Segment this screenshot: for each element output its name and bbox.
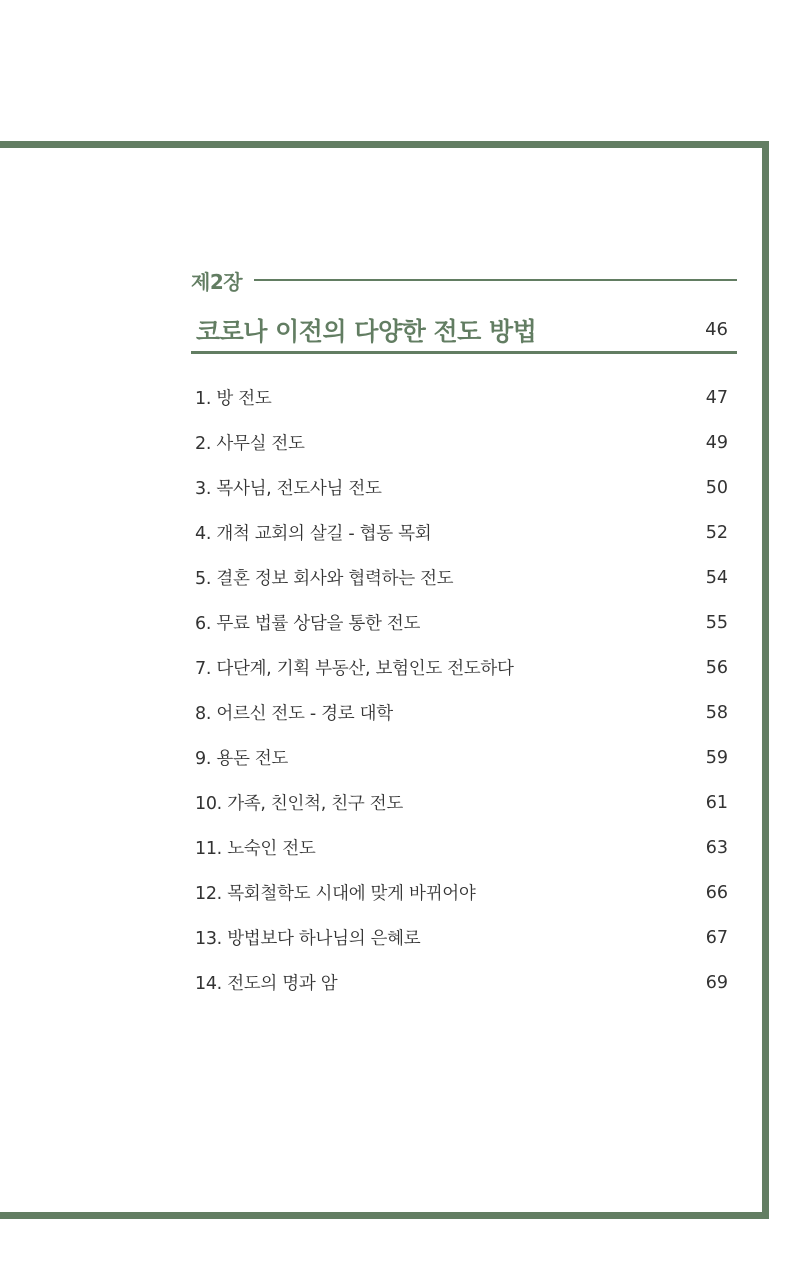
chapter-title: 코로나 이전의 다양한 전도 방법: [196, 316, 537, 346]
toc-entry[interactable]: [195, 870, 728, 915]
toc-entry-title: 4. 개척 교회의 살길 - 협동 목회: [195, 524, 432, 544]
toc-entry-page: 61: [705, 792, 728, 813]
toc-entry-title: 8. 어르신 전도 - 경로 대학: [195, 704, 393, 724]
toc-entry[interactable]: [195, 960, 728, 1005]
toc-entry-title: 7. 다단계, 기획 부동산, 보험인도 전도하다: [195, 659, 514, 679]
toc-entry-title: 6. 무료 법률 상담을 통한 전도: [195, 614, 421, 634]
toc-entry-title: 3. 목사님, 전도사님 전도: [195, 479, 382, 499]
toc-entry-title: 13. 방법보다 하나님의 은혜로: [195, 929, 421, 949]
toc-entry-title: 11. 노숙인 전도: [195, 839, 316, 859]
toc-entry[interactable]: [195, 375, 728, 420]
toc-entry-page: 69: [705, 972, 728, 993]
toc-entry[interactable]: [195, 780, 728, 825]
toc-entry[interactable]: [195, 465, 728, 510]
toc-entry[interactable]: [195, 735, 728, 780]
toc-entry-page: 49: [705, 432, 728, 453]
toc-entry-title: 12. 목회철학도 시대에 맞게 바뀌어야: [195, 884, 476, 904]
chapter-title-row: [191, 308, 737, 354]
chapter-rule: [254, 279, 737, 281]
toc-list: [195, 375, 728, 1005]
toc-entry[interactable]: [195, 510, 728, 555]
toc-entry-page: 67: [705, 927, 728, 948]
toc-entry-page: 59: [705, 747, 728, 768]
toc-entry[interactable]: [195, 690, 728, 735]
toc-entry-page: 52: [705, 522, 728, 543]
toc-entry-title: 9. 용돈 전도: [195, 749, 289, 769]
toc-entry[interactable]: [195, 600, 728, 645]
toc-entry-title: 10. 가족, 친인척, 친구 전도: [195, 794, 403, 814]
toc-entry-page: 55: [705, 612, 728, 633]
toc-entry-page: 63: [705, 837, 728, 858]
toc-entry-title: 2. 사무실 전도: [195, 434, 305, 454]
toc-entry-title: 5. 결혼 정보 회사와 협력하는 전도: [195, 569, 454, 589]
toc-entry-page: 47: [705, 387, 728, 408]
toc-entry[interactable]: [195, 555, 728, 600]
toc-entry-page: 54: [705, 567, 728, 588]
toc-entry-page: 50: [705, 477, 728, 498]
toc-entry-page: 58: [705, 702, 728, 723]
chapter-page-number: 46: [705, 319, 728, 340]
chapter-label: 제2장: [191, 269, 243, 294]
toc-entry[interactable]: [195, 645, 728, 690]
toc-entry[interactable]: [195, 915, 728, 960]
toc-entry[interactable]: [195, 825, 728, 870]
toc-entry[interactable]: [195, 420, 728, 465]
toc-entry-title: 1. 방 전도: [195, 389, 272, 409]
toc-entry-page: 56: [705, 657, 728, 678]
toc-entry-title: 14. 전도의 명과 암: [195, 974, 338, 994]
chapter-header: [191, 266, 737, 294]
toc-entry-page: 66: [705, 882, 728, 903]
